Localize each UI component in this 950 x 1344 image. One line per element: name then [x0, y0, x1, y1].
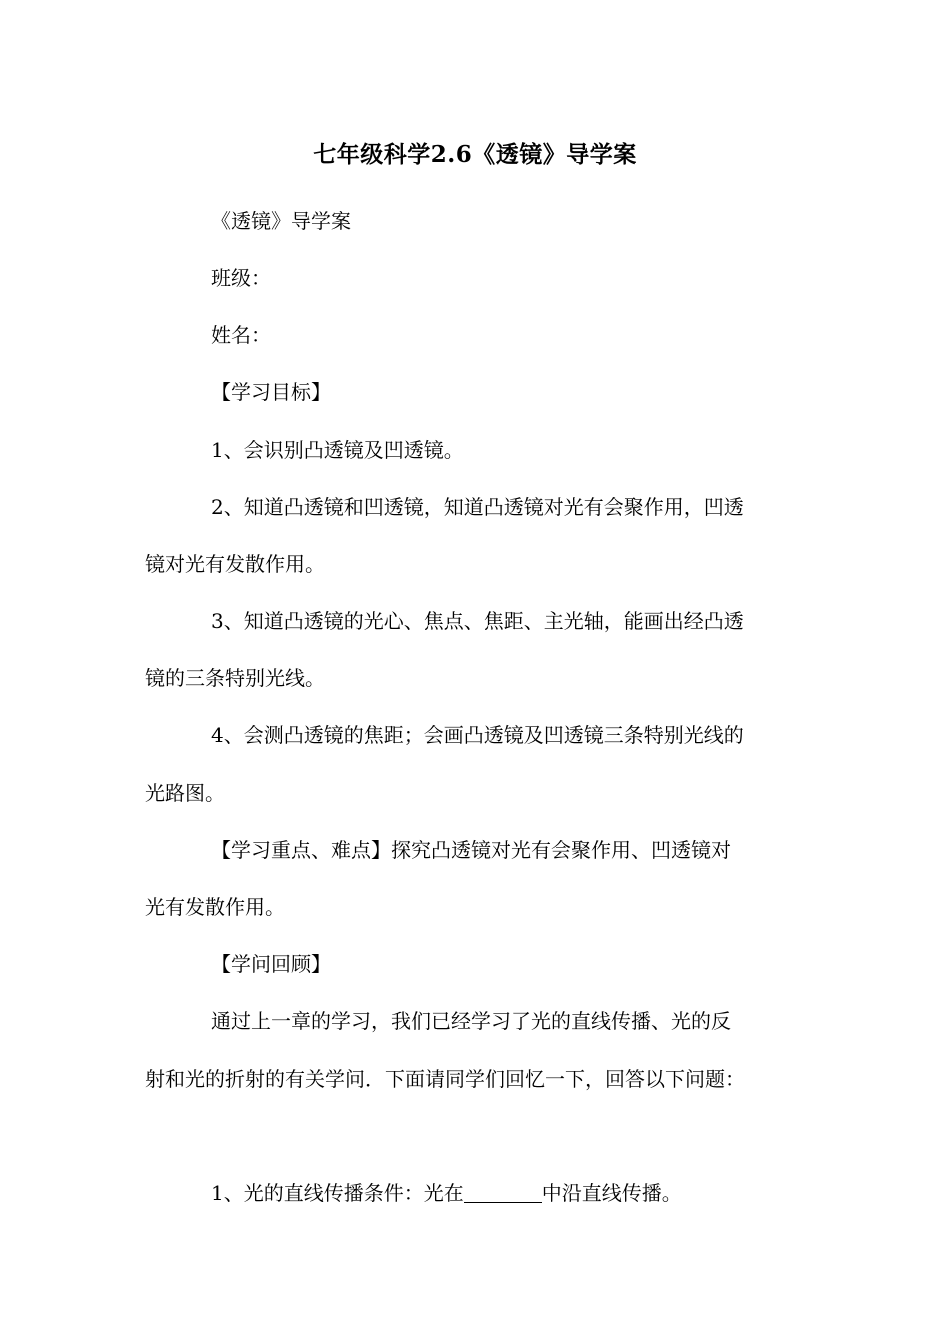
review-line-1: 通过上一章的学习，我们已经学习了光的直线传播、光的反	[211, 1009, 731, 1033]
goal-4-line-1: 4、会测凸透镜的焦距；会画凸透镜及凹透镜三条特别光线的	[211, 723, 744, 747]
question-1	[211, 1178, 682, 1208]
question-1-suffix: 中沿直线传播。	[541, 1181, 682, 1205]
class-label: 班级：	[211, 266, 271, 290]
subtitle: 《透镜》导学案	[211, 209, 351, 233]
goal-4-line-2: 光路图。	[145, 781, 225, 805]
document-title: 七年级科学2.6《透镜》导学案	[313, 141, 637, 168]
question-1-prefix: 1、光的直线传播条件：光在	[211, 1181, 464, 1205]
review-line-2: 射和光的折射的有关学问．下面请同学们回忆一下，回答以下问题：	[145, 1067, 745, 1091]
goal-2-line-1: 2、知道凸透镜和凹透镜，知道凸透镜对光有会聚作用，凹透	[211, 495, 744, 519]
goals-heading: 【学习目标】	[211, 380, 331, 404]
goal-2-line-2: 镜对光有发散作用。	[145, 552, 325, 576]
key-points-line-2: 光有发散作用。	[145, 895, 285, 919]
fill-in-blank[interactable]	[464, 1182, 542, 1203]
goal-1: 1、会识别凸透镜及凹透镜。	[211, 438, 464, 462]
goal-3-line-1: 3、知道凸透镜的光心、焦点、焦距、主光轴，能画出经凸透	[211, 609, 744, 633]
review-heading: 【学问回顾】	[211, 952, 331, 976]
name-label: 姓名：	[211, 323, 271, 347]
key-points-line-1: 【学习重点、难点】探究凸透镜对光有会聚作用、凹透镜对	[211, 838, 731, 862]
goal-3-line-2: 镜的三条特别光线。	[145, 666, 325, 690]
